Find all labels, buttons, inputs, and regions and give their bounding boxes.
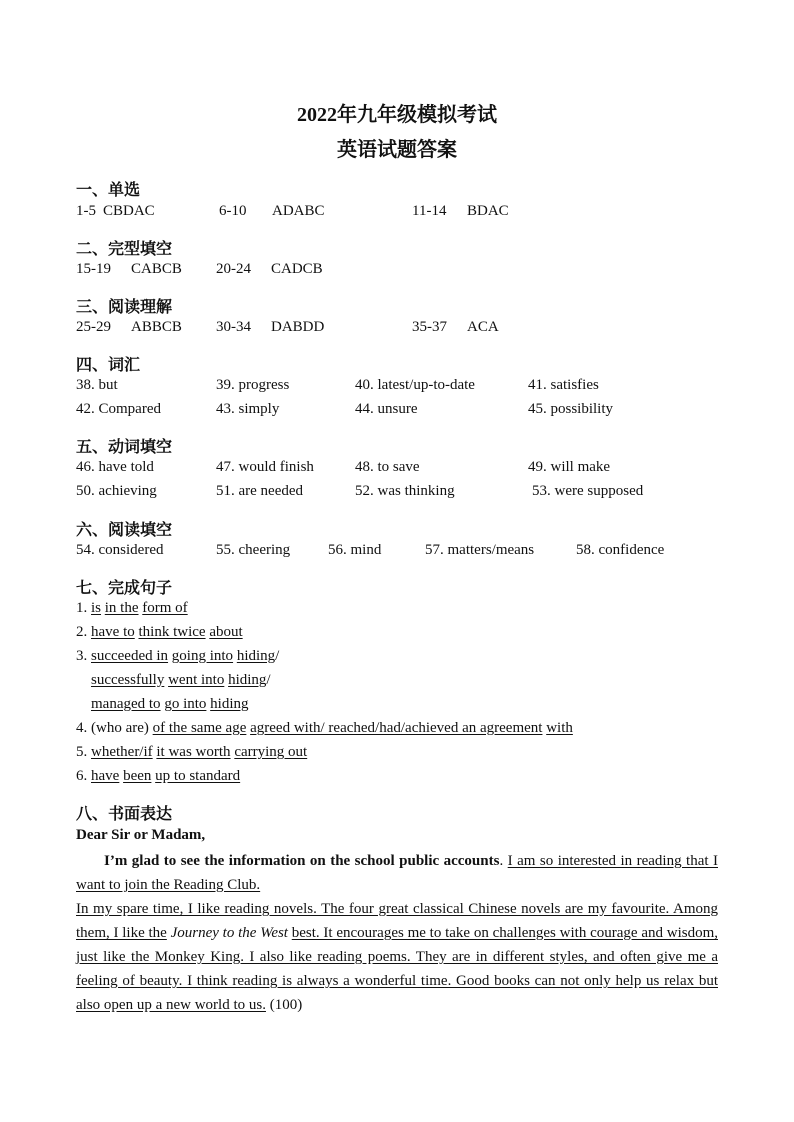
essay-body bbox=[76, 849, 718, 1017]
section-heading-verbs: 五、动词填空 bbox=[76, 437, 173, 456]
blank-answer: whether/if bbox=[91, 744, 153, 760]
blank-answer: in the bbox=[104, 600, 139, 616]
verb-answer: 47. would finish bbox=[216, 459, 314, 475]
verb-answer: 51. are needed bbox=[216, 483, 304, 499]
answer-letters: ADABC bbox=[272, 203, 325, 219]
sentence-answer bbox=[76, 768, 240, 785]
vocab-answer: 44. unsure bbox=[355, 401, 418, 417]
blank-answer: think twice bbox=[138, 624, 206, 640]
page-subtitle: 英语试题答案 bbox=[337, 139, 457, 161]
cloze-row bbox=[0, 261, 794, 281]
sentence-answer bbox=[76, 624, 243, 641]
essay-opening-rest: I am so interested in reading that I want to join the Reading Club. bbox=[76, 853, 718, 893]
blank-answer: hiding bbox=[236, 648, 276, 664]
sentence-answer-alt bbox=[91, 696, 249, 713]
blank-answer: carrying out bbox=[234, 744, 308, 760]
vocabulary-row bbox=[0, 401, 794, 421]
page-title: 2022年九年级模拟考试 bbox=[297, 104, 497, 126]
sentence-number: 1. bbox=[76, 600, 88, 616]
blank-answer: have to bbox=[91, 624, 135, 640]
sentence-number: 4. bbox=[76, 720, 88, 736]
verb-answer: 49. will make bbox=[528, 459, 611, 475]
answer-range: 35-37 bbox=[412, 319, 447, 335]
vocabulary-row bbox=[0, 377, 794, 397]
section-heading-writing: 八、书面表达 bbox=[76, 804, 173, 823]
blank-answer: went into bbox=[168, 672, 225, 688]
blank-answer: agreed with/ reached/had/achieved an agreement bbox=[250, 720, 543, 736]
vocab-answer: 40. latest/up-to-date bbox=[355, 377, 475, 393]
alternative-separator: / bbox=[266, 672, 271, 688]
answer-range: 1-5 bbox=[76, 203, 96, 219]
sentence-number: 3. bbox=[76, 648, 88, 664]
reading-fill-row bbox=[0, 542, 794, 562]
answer-range: 11-14 bbox=[412, 203, 447, 219]
blank-answer: go into bbox=[164, 696, 207, 712]
blank-answer: it was worth bbox=[156, 744, 231, 760]
section-heading-cloze: 二、完型填空 bbox=[76, 239, 173, 258]
sentence-number: 5. bbox=[76, 744, 88, 760]
reading-fill-answer: 58. confidence bbox=[576, 542, 665, 558]
verb-answer: 50. achieving bbox=[76, 483, 157, 499]
vocab-answer: 39. progress bbox=[216, 377, 290, 393]
reading-fill-answer: 57. matters/means bbox=[425, 542, 535, 558]
blank-answer: succeeded in bbox=[91, 648, 169, 664]
section-heading-vocabulary: 四、词汇 bbox=[76, 355, 141, 374]
alternative-separator: / bbox=[275, 648, 280, 664]
vocab-answer: 45. possibility bbox=[528, 401, 614, 417]
blank-answer: have bbox=[91, 768, 120, 784]
vocab-answer: 42. Compared bbox=[76, 401, 161, 417]
blank-answer: managed to bbox=[91, 696, 161, 712]
blank-answer: is bbox=[91, 600, 102, 616]
blank-answer: successfully bbox=[91, 672, 165, 688]
essay-opening-bold: I’m glad to see the information on the school public accounts bbox=[104, 853, 500, 869]
blank-answer: of the same age bbox=[152, 720, 247, 736]
essay-text: In my spare time, I like reading novels. The four great classical Chinese novels are my favourite. Among them, I like the bbox=[76, 901, 718, 941]
answer-letters: DABDD bbox=[271, 319, 325, 335]
word-count: (100) bbox=[269, 997, 303, 1013]
book-title: Journey to the West bbox=[170, 925, 288, 941]
sentence-answer bbox=[76, 720, 573, 737]
blank-answer: going into bbox=[171, 648, 234, 664]
verb-answer: 52. was thinking bbox=[355, 483, 455, 499]
section-heading-reading-fill: 六、阅读填空 bbox=[76, 520, 173, 539]
vocab-answer: 41. satisfies bbox=[528, 377, 599, 393]
blank-answer: hiding bbox=[228, 672, 267, 688]
blank-answer: up to standard bbox=[155, 768, 241, 784]
sentence-answer bbox=[76, 648, 279, 665]
reading-fill-answer: 54. considered bbox=[76, 542, 164, 558]
answer-letters: ACA bbox=[467, 319, 499, 335]
sentence-number: 2. bbox=[76, 624, 88, 640]
section-heading-reading: 三、阅读理解 bbox=[76, 297, 173, 316]
verb-answer: 46. have told bbox=[76, 459, 154, 475]
reading-row bbox=[0, 319, 794, 339]
answer-range: 15-19 bbox=[76, 261, 111, 277]
essay-salutation: Dear Sir or Madam, bbox=[76, 827, 206, 843]
essay-opening bbox=[76, 849, 718, 897]
answer-range: 30-34 bbox=[216, 319, 251, 335]
blank-answer: been bbox=[123, 768, 152, 784]
answer-range: 6-10 bbox=[219, 203, 247, 219]
essay-opening-period: . bbox=[499, 853, 504, 869]
sentence-number: 6. bbox=[76, 768, 88, 784]
blank-answer: hiding bbox=[210, 696, 249, 712]
answer-letters: CADCB bbox=[271, 261, 323, 277]
verbs-row bbox=[0, 483, 794, 503]
essay-text: best. It encourages me to take on challenges with courage and wisdom, just like the Monkey King. I also like reading poems. They are in different styles, and often give me a feeling of beauty. I think reading is always a wonderful time. Good books can not only help us relax but also open up a new world to us. bbox=[76, 925, 718, 1013]
verb-answer: 53. were supposed bbox=[532, 483, 644, 499]
answer-letters: CABCB bbox=[131, 261, 182, 277]
answer-letters: ABBCB bbox=[131, 319, 182, 335]
answer-letters: BDAC bbox=[467, 203, 509, 219]
verbs-row bbox=[0, 459, 794, 479]
blank-answer: form of bbox=[142, 600, 188, 616]
section-heading-complete-sentences: 七、完成句子 bbox=[76, 578, 173, 597]
optional-words: (who are) bbox=[91, 720, 149, 736]
reading-fill-answer: 55. cheering bbox=[216, 542, 291, 558]
sentence-answer bbox=[76, 744, 307, 761]
blank-answer: with bbox=[546, 720, 573, 736]
section-heading-single-choice: 一、单选 bbox=[76, 180, 141, 199]
sentence-answer bbox=[76, 600, 188, 617]
verb-answer: 48. to save bbox=[355, 459, 420, 475]
vocab-answer: 43. simply bbox=[216, 401, 280, 417]
answer-letters: CBDAC bbox=[103, 203, 155, 219]
answer-range: 20-24 bbox=[216, 261, 251, 277]
blank-answer: about bbox=[209, 624, 243, 640]
vocab-answer: 38. but bbox=[76, 377, 118, 393]
reading-fill-answer: 56. mind bbox=[328, 542, 382, 558]
answer-range: 25-29 bbox=[76, 319, 111, 335]
single-choice-row bbox=[0, 203, 794, 223]
sentence-answer-alt bbox=[91, 672, 271, 689]
essay-paragraph bbox=[76, 897, 718, 1017]
